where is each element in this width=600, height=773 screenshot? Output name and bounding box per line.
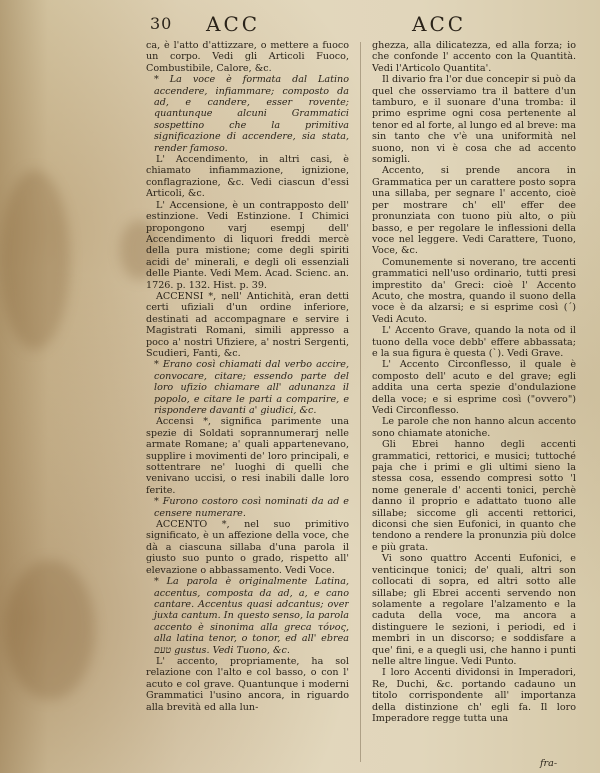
running-header [0,8,600,38]
column-divider [360,42,361,762]
paragraph: Il divario fra l'or due concepir si può da quel che osserviamo tra il battere d'un tamburo, e il suonare d'una tromba: il primo esprime ogni cosa pertenente al tenor ed al forte, al lungo ed al breve: ma sin tanto che v'è una uniformità nel suono, non vi è cosa che ad accento somigli. [372,74,576,166]
paragraph: L' Accento Circonflesso, il quale è composto dell' acuto e del grave; egli addita una certa spezie d'ondulazione della voce; e si esprime così ("ovvero") Vedi Circonflesso. [372,359,576,416]
etymology-note: * Erano così chiamati dal verbo accire, convocare, citare; essendo parte del loro ufizio chiamare all' adunanza il popolo, e citare le parti a comparire, e rispondere davanti a' giudici, &c. [154,359,349,416]
paragraph: L' Accensione, è un contrapposto dell' estinzione. Vedi Estinzione. I Chimici propongono varj esempj dell' Accendimento di liquori freddi mercè della pura mistione; come degli spiriti acidi de' minerali, e degli oli essenziali delle Piante. Vedi Mem. Acad. Scienc. an. 1726. p. 132. Hist. p. 39. [146,199,349,291]
running-head-right: ACC [412,12,467,36]
etymology-note: * La parola è originalmente Latina, accentus, composta da ad, a, e cano cantare. Accentus quasi adcantus; over juxta cantum. In questo senso, la parola accento è sinonima alla greca τόνος, alla latina tenor, o tonor, ed all' ebrea טעם gustus. Vedi Tuono, &c. [154,576,349,656]
paragraph: Comunemente si noverano, tre accenti grammatici nell'uso ordinario, tutti presi imprestito da' Greci: cioè l' Accento Acuto, che mostra, quando il suono della voce è da alzarsi; e si esprime così (´) Vedi Acuto. [372,256,576,325]
paragraph: L' Accendimento, in altri casi, è chiamato infiammazione, ignizione, conflagrazione, &c. Vedi ciascun d'essi Articoli, &c. [146,154,349,200]
etymology-note: * La voce è formata dal Latino accendere, infiammare; composto da ad, e candere, esser rovente; quantunque alcuni Grammatici sospettino che la primitiva significazione di accendere, sia stata, render famoso. [154,74,349,154]
right-text-column [372,40,576,765]
running-head-left: ACC [206,12,261,36]
paragraph: Accensi *, significa parimente una spezie di Soldati soprannumerarj nelle armate Romane; a' quali appartenevano, supplire i movimenti de' loro principali, e sottentrare ne' luoghi di quelli che venivano uccisi, o resi inabili dalle loro ferite. [146,416,349,496]
left-text-column [146,40,349,765]
paragraph: L' accento, propriamente, ha sol relazione con l'alto e col basso, o con l' acuto e col grave. Quantunque i moderni Grammatici l'usino ancora, in riguardo alla brevità ed alla lun- [146,655,349,713]
entry-accensi: ACCENSI *, nell' Antichità, eran detti certi ufiziali d'un ordine inferiore, destinati ad accompagnare e servire i Magistrati Romani, simili appresso a poco a' nostri Ufiziere, a' nostri Sergenti, Scudieri, Fanti, &c. [146,290,349,359]
page-number: 30 [150,14,173,33]
paragraph: Le parole che non hanno alcun accento sono chiamate atoniche. [372,416,576,439]
paragraph: ghezza, alla dilicatezza, ed alla forza; io che confonde l' accento con la Quantità. Vedi l'Articolo Quantita'. [372,40,576,74]
catchword: fra- [540,758,558,769]
paragraph: L' Accento Grave, quando la nota od il tuono della voce debb' effere abbassata; e la sua figura è questa (`). Vedi Grave. [372,325,576,359]
paragraph: Accento, si prende ancora in Grammatica per un carattere posto sopra una sillaba, per segnare l' accento, cioè per mostrare ch' ell' effer dee pronunziata con tuono più alto, o più basso, e per regolare le inflessioni della voce nel leggere. Vedi Carattere, Tuono, Voce, &c. [372,165,576,257]
paragraph: I loro Accenti dividonsi in Imperadori, Re, Duchi, &c. portando cadauno un titolo corrispondente all' importanza della distinzione ch' egli fa. Il loro Imperadore regge tutta una [372,667,576,724]
paragraph: ca, è l'atto d'attizzare, o mettere a fuoco un corpo. Vedi gli Articoli Fuoco, Combustibile, Calore, &c. [146,40,349,74]
paragraph: Vi sono quattro Accenti Eufonici, e venticinque tonici; de' quali, altri son collocati di sopra, ed altri sotto alle sillabe; gli Ebrei accenti servendo non solamente a regolare l'alzamento e la caduta della voce, ma ancora a distinguere le sezioni, i periodi, ed i membri in un discorso; e soddisfare a que' fini, e a quegli usi, che hanno i punti nelle altre lingue. Vedi Punto. [372,553,576,667]
etymology-note: * Furono costoro così nominati da ad e censere numerare. [154,496,349,519]
entry-accento: ACCENTO *, nel suo primitivo significato, è un affezione della voce, che dà a ciascuna sillaba d'una parola il giusto suo punto o grado, rispetto all' elevazione o abbassamento. Vedi Voce. [146,519,349,576]
paragraph: Gli Ebrei hanno degli accenti grammatici, rettorici, e musici; tuttoché paja che i primi e gli ultimi sieno la stessa cosa, essendo compresi sotto 'l nome generale d' accenti tonici, perchè danno il proprio e adattato tuono alle sillabe; siccome gli accenti rettorici, diconsi che sien Eufonici, in quanto che tendono a rendere la pronunzia più dolce e più grata. [372,439,576,553]
